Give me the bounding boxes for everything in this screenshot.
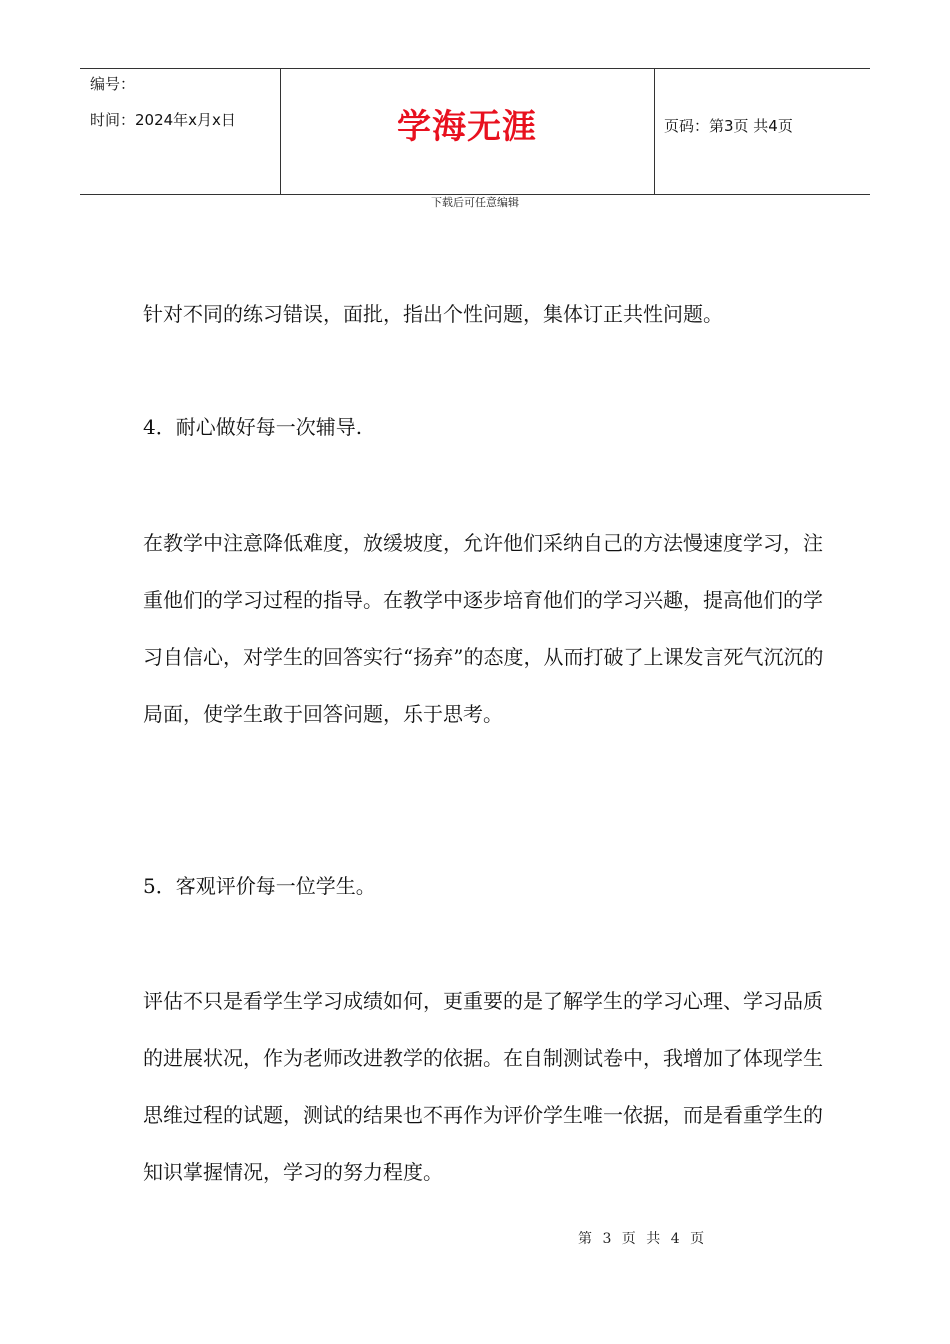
page-number: 第 3 页 共 4 页 [578,1231,708,1247]
document-header [80,68,870,195]
body-paragraph-2: 在教学中注意降低难度，放缓坡度，允许他们采纳自己的方法慢速度学习，注重他们的学习过程的指导。在教学中逐步培育他们的学习兴趣，提高他们的学习自信心，对学生的回答实行“扬弃”的态度，从而打破了上课发言死气沉沉的局面，使学生敢于回答问题，乐于思考。 [143,531,824,726]
body-paragraph-1: 针对不同的练习错误，面批，指出个性问题，集体订正共性问题。 [143,302,723,326]
brand-title: 学海无涯 [397,107,537,147]
section-heading-4: 4．耐心做好每一次辅导. [143,415,363,439]
body-paragraph-3: 评估不只是看学生学习成绩如何，更重要的是了解学生的学习心理、学习品质的进展状况，作为老师改进教学的依据。在自制测试卷中，我增加了体现学生思维过程的试题，测试的结果也不再作为评价学生唯一依据，而是看重学生的知识掌握情况，学习的努力程度。 [143,989,823,1184]
page-count-label: 页码：第3页 共4页 [664,117,793,135]
date-label: 时间：2024年x月x日 [90,111,236,129]
download-note: 下载后可任意编辑 [431,196,519,209]
serial-number-label: 编号： [90,75,136,93]
header-divider-right [654,69,655,194]
section-heading-5: 5．客观评价每一位学生。 [143,874,376,898]
